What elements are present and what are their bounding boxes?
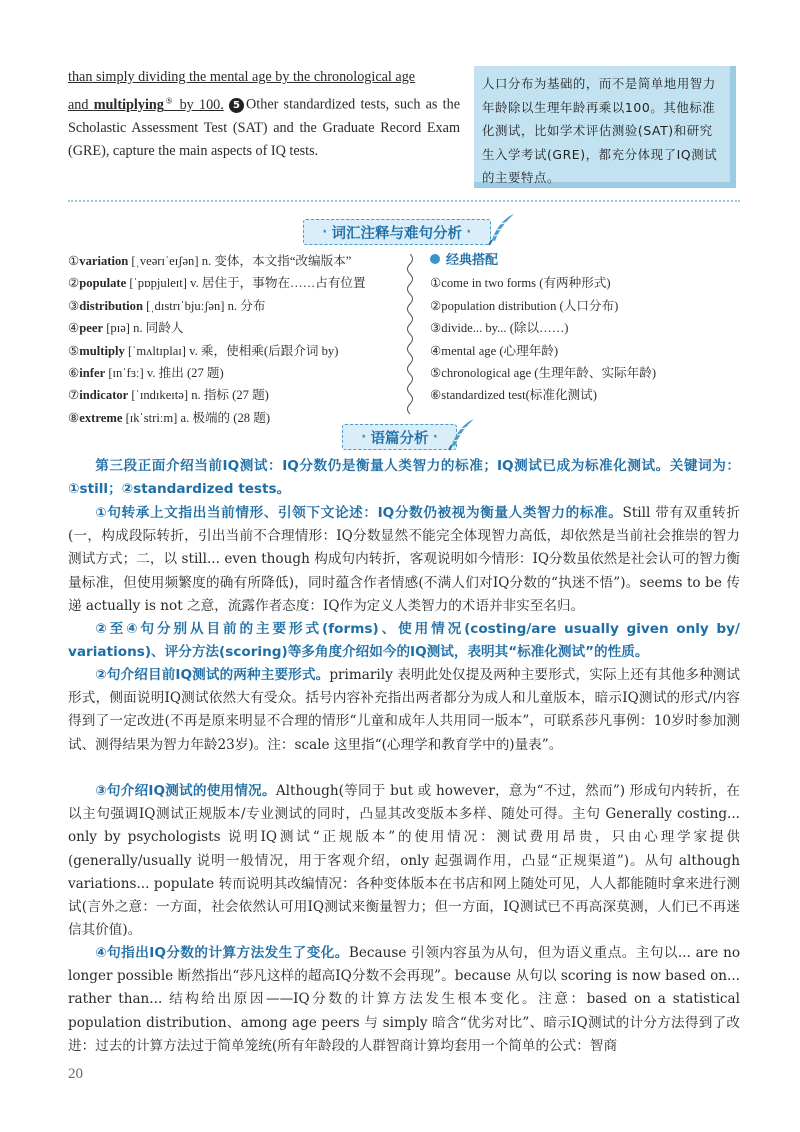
- divider-line: [68, 200, 740, 202]
- vocab-item: ④peer [pɪə] n. 同龄人: [68, 321, 184, 336]
- sentence-number-badge: 5: [229, 98, 244, 113]
- top-english-seg3: by 100.: [174, 96, 224, 113]
- multiplying-word: multiplying: [93, 96, 164, 113]
- analysis-paragraph: ②至④句分别从目前的主要形式(forms)、使用情况(costing/are usually given only by/ variations)、评分方法(scoring)等多角度介绍如今的IQ测试，表明其“标准化测试”的性质。: [68, 621, 740, 661]
- column-divider-squiggle: [403, 254, 417, 414]
- section-text-title: 语篇分析: [370, 430, 429, 447]
- vocab-item: ②populate [ˈpɒpjuleɪt] v. 居住于，事物在……占有位置: [68, 276, 366, 291]
- section-vocab-header: · 词汇注释与难句分析 ·: [303, 219, 491, 245]
- quill-pen-icon: [486, 212, 516, 246]
- section-vocab-title: 词汇注释与难句分析: [331, 225, 463, 242]
- page-number: 20: [68, 1066, 83, 1082]
- analysis-paragraph: ①句转承上文指出当前情形、引领下文论述：IQ分数仍被视为衡量人类智力的标准。Still 带有双重转折(一，构成段际转折，引出当前不合理情形：IQ分数显然不能完全体现智力高低，却依然是当前社会推崇的智力测试方式；二，以 still... even though 构成句内转折，客观说明如今情形：IQ分数虽依然是社会认可的智力衡量标准，但使用频繁度的确有所降低)，同时蕴含作者情感(不满人们对IQ分数的“执迷不悟”)。seems to be 传递 actually is not 之意，流露作者态度：IQ作为定义人类智力的术语并非实至名归。: [68, 505, 740, 614]
- analysis-paragraph: 第三段正面介绍当前IQ测试：IQ分数仍是衡量人类智力的标准；IQ测试已成为标准化测试。关键词为：①still；②standardized tests。: [68, 458, 740, 498]
- vocab-item: ⑤multiply [ˈmʌltɪplaɪ] v. 乘，使相乘(后跟介词 by): [68, 343, 339, 358]
- analysis-paragraph: ③句介绍IQ测试的使用情况。Although(等同于 but 或 however，意为“不过，然而”) 形成句内转折，在以主句强调IQ测试正规版本/专业测试的同时，凸显其改变版本多样、随处可得。主句 Generally costing... only by psychologists 说明IQ测试“正规版本”的使用情况：测试费用昂贵，只由心理学家提供(generally/usually 说明一般情况，用于客观介绍，only 起强调作用，凸显“正规渠道”)。从句 although variations... populate 转而说明其改编情况：各种变体版本在书店和网上随处可见，人人都能随时拿来进行测试(言外之意：一方面，社会依然认可用IQ测试来衡量智力；但一方面，IQ测试已不再高深莫测，人们已不再迷信其价值)。: [68, 783, 740, 939]
- collocation-heading: 经典搭配: [430, 250, 740, 272]
- top-english-seg2: and: [68, 96, 94, 113]
- quill-pen-icon: [446, 417, 476, 451]
- vocab-item: ⑦indicator [ˈɪndɪkeɪtə] n. 指标 (27 题): [68, 388, 269, 403]
- vocab-item: ⑧extreme [ɪkˈstriːm] a. 极端的 (28 题): [68, 410, 271, 425]
- top-english-passage: [68, 66, 460, 163]
- collocation-list: [430, 250, 740, 407]
- top-english-seg4: Other standardized tests, such as the Scholastic Assessment Test (SAT) and the Graduate Record Exam (GRE), capture the main aspects of IQ tests.: [68, 96, 460, 159]
- vocab-item: ③distribution [ˌdɪstrɪˈbjuːʃən] n. 分布: [68, 298, 266, 313]
- analysis-paragraph: ④句指出IQ分数的计算方法发生了变化。Because 引领内容虽为从句，但为语义重点。主句以... are no longer possible 断然指出“莎凡这样的超高IQ分数不会再现”。because 从句以 scoring is now based on... rather than... 结构给出原因——IQ分数的计算方法发生根本变化。注意：based on a statistical population distribution、among age peers 与 simply 暗含“优劣对比”、暗示IQ测试的计分方法得到了改进：过去的计算方法过于简单笼统(所有年龄段的人群智商计算均套用一个简单的公式：智商: [68, 945, 741, 1054]
- collocation-item: ⑤chronological age (生理年龄、实际年龄): [430, 366, 657, 381]
- vocab-item: ①variation [ˌveərɪˈeɪʃən] n. 变体，本文指“改编版本”: [68, 254, 352, 268]
- collocation-item: ⑥standardized test(标准化测试): [430, 388, 597, 403]
- translation-box: 人口分布为基础的，而不是简单地用智力年龄除以生理年龄再乘以100。其他标准化测试，比如学术评估测验(SAT)和研究生入学考试(GRE)，都充分体现了IQ测试的主要特点。: [474, 66, 736, 188]
- collocation-item: ①come in two forms (有两种形式): [430, 276, 611, 291]
- collocation-item: ④mental age (心理年龄): [430, 343, 559, 358]
- analysis-paragraph: ②句介绍目前IQ测试的两种主要形式。primarily 表明此处仅提及两种主要形式，实际上还有其他多种测试形式，侧面说明IQ测试依然大有受众。括号内容补充指出两者都分为成人和儿童版本，暗示IQ测试的形式/内容得到了一定改进(不再是原来明显不合理的情形“儿童和成年人共用同一版本”，可联系莎凡事例：10岁时参加测试、测得结果为智力年龄23岁)。注：scale 这里指“(心理学和教育学中的)量表”。: [68, 667, 740, 753]
- section-text-header: · 语篇分析 ·: [342, 424, 457, 450]
- vocabulary-list: [68, 250, 398, 429]
- vocab-ref-5: ⑤: [163, 96, 175, 105]
- bullet-icon: [430, 254, 440, 264]
- top-english-seg1: than simply dividing the mental age by the chronological age: [68, 69, 416, 85]
- collocation-item: ②population distribution (人口分布): [430, 298, 619, 313]
- vocab-item: ⑥infer [ɪnˈfɜː] v. 推出 (27 题): [68, 366, 224, 381]
- collocation-item: ③divide... by... (除以……): [430, 321, 569, 336]
